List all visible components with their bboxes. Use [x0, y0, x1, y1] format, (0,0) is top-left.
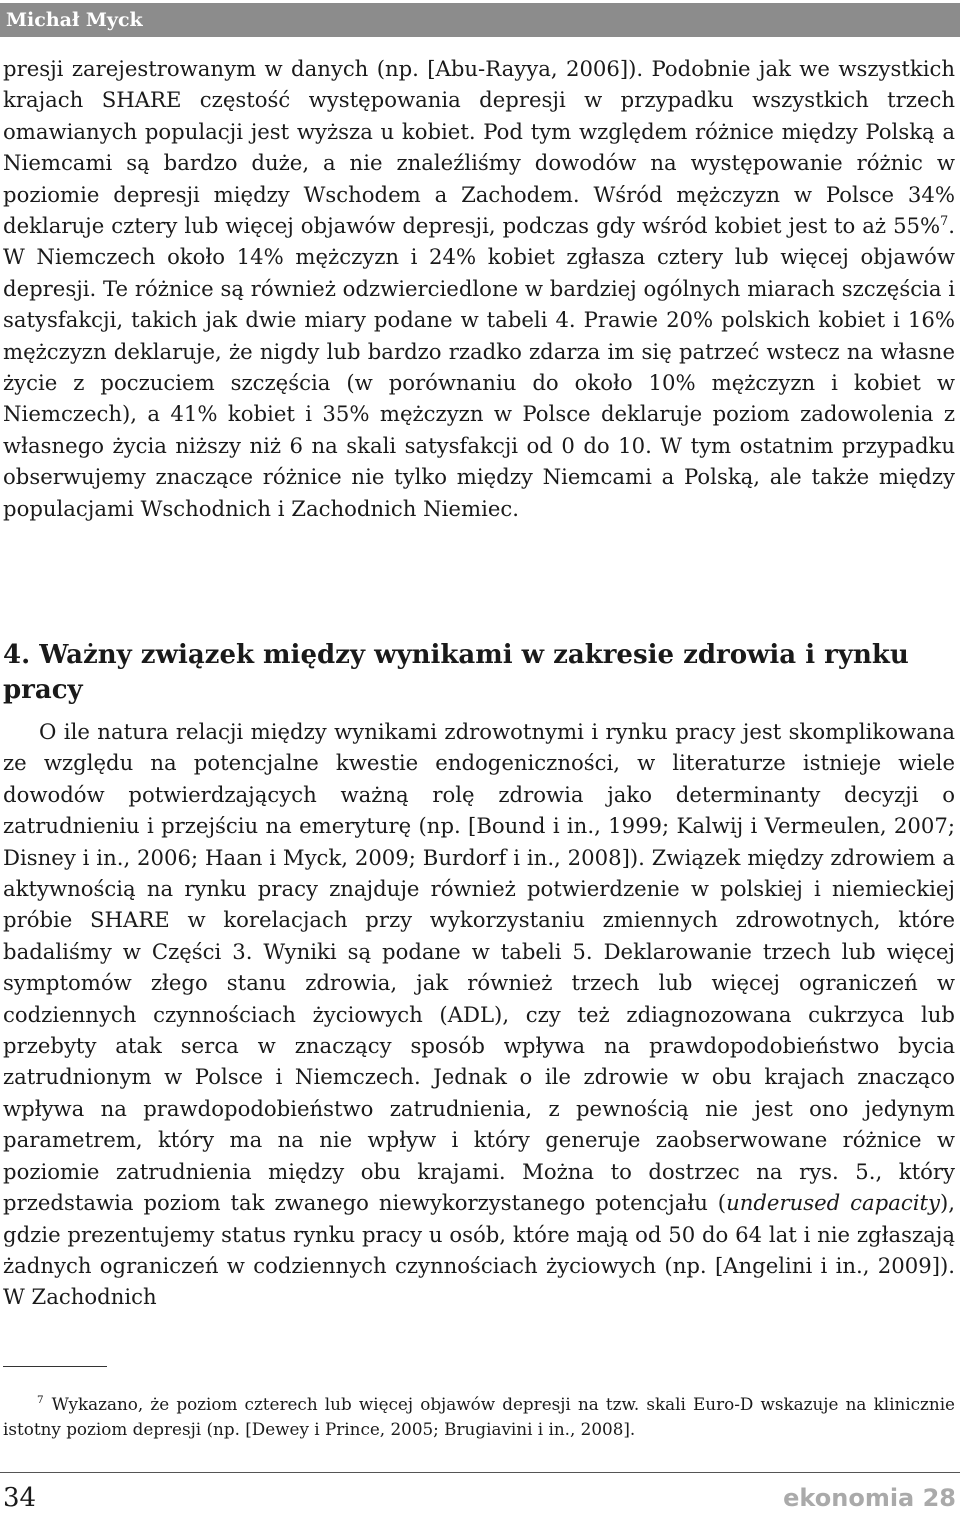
journal-logo: ekonomia 28	[783, 1484, 956, 1512]
header-author: Michał Myck	[6, 9, 143, 31]
italic-term: underused capacity	[726, 1190, 940, 1216]
footnote-marker: 7	[37, 1394, 44, 1407]
paragraph-2-continuation: ), gdzie prezentujemy status rynku pracy u osób, które mają od 50 do 64 lat i nie zgłaszają żadnych ograniczeń w codziennych czynnościach życiowych (np. [Angelini i in., 2009]). W Zachodnich	[3, 1190, 955, 1310]
running-header	[0, 3, 960, 37]
paragraph-1-continuation: . W Niemczech około 14% mężczyzn i 24% kobiet zgłasza cztery lub więcej objawów depresji. Te różnice są również odzwierciedlone w bardziej ogólnych miarach szczęścia i satysfakcji, takich jak dwie miary podane w tabeli 4. Prawie 20% polskich kobiet i 16% mężczyzn deklaruje, że nigdy lub bardzo rzadko zdarza im się patrzeć wstecz na własne życie z poczuciem szczęścia (w porównaniu do około 10% mężczyzn i kobiet w Niemczech), a 41% kobiet i 35% mężczyzn w Polsce deklaruje poziom zadowolenia z własnego życia niższy niż 6 na skali satysfakcji od 0 do 10. W tym ostatnim przypadku obserwujemy znaczące różnice nie tylko między Niemcami a Polską, ale także między populacjami Wschodnich i Zachodnich Niemiec.	[3, 213, 955, 521]
footnote	[3, 1392, 955, 1442]
section-heading: 4. Ważny związek między wynikami w zakresie zdrowia i rynku pracy	[3, 640, 909, 705]
footer-separator	[0, 1472, 960, 1473]
paragraph-2-text: O ile natura relacji między wynikami zdrowotnymi i rynku pracy jest skomplikowana ze względu na potencjalne kwestie endogeniczności, w literaturze istnieje wiele dowodów potwierdzających ważną rolę zdrowia jako determinanty decyzji o zatrudnieniu i przejściu na emeryturę (np. [Bound i in., 1999; Kalwij i Vermeulen, 2007; Disney i in., 2006; Haan i Myck, 2009; Burdorf i in., 2008]). Związek między zdrowiem a aktywnością na rynku pracy znajduje również potwierdzenie w polskiej i niemieckiej próbie SHARE w korelacjach przy wykorzystaniu zmiennych zdrowotnych, które badaliśmy w Części 3. Wyniki są podane w tabeli 5. Deklarowanie trzech lub więcej symptomów złego stanu zdrowia, jak również trzech lub więcej ograniczeń w codziennych czynnościach życiowych (ADL), czy też zdiagnozowana cukrzyca lub przebyty atak serca w znaczący sposób wpływa na prawdopodobieństwo bycia zatrudnionym w Polsce i Niemczech. Jednak o ile zdrowie w obu krajach znacząco wpływa na prawdopodobieństwo zatrudnienia, z pewnością nie jest ono jedynym parametrem, który ma na nie wpływ i który generuje zaobserwowane różnice w poziomie zatrudnienia między obu krajami. Można to dostrzec na rys. 5., który przedstawia poziom tak zwanego niewykorzystanego potencjału (	[3, 719, 955, 1216]
body-paragraph-2	[3, 716, 955, 1313]
paragraph-1-text: presji zarejestrowanym w danych (np. [Abu-Rayya, 2006]). Podobnie jak we wszystkich krajach SHARE częstość występowania depresji w przypadku wszystkich trzech omawianych populacji jest wyższa u kobiet. Pod tym względem różnice między Polską a Niemcami są bardzo duże, a nie znaleźliśmy dowodów na występowanie różnic w poziomie depresji między Wschodem a Zachodem. Wśród mężczyzn w Polsce 34% deklaruje cztery lub więcej objawów depresji, podczas gdy wśród kobiet jest to aż 55%	[3, 56, 955, 239]
page-number: 34	[3, 1483, 37, 1513]
footnote-separator	[3, 1366, 107, 1367]
footnote-text: Wykazano, że poziom czterech lub więcej objawów depresji na tzw. skali Euro-D wskazuje na klinicznie istotny poziom depresji (np. [Dewey i Prince, 2005; Brugiavini i in., 2008].	[3, 1394, 955, 1439]
body-paragraph-1	[3, 53, 955, 524]
footnote-reference[interactable]: 7	[940, 212, 949, 228]
